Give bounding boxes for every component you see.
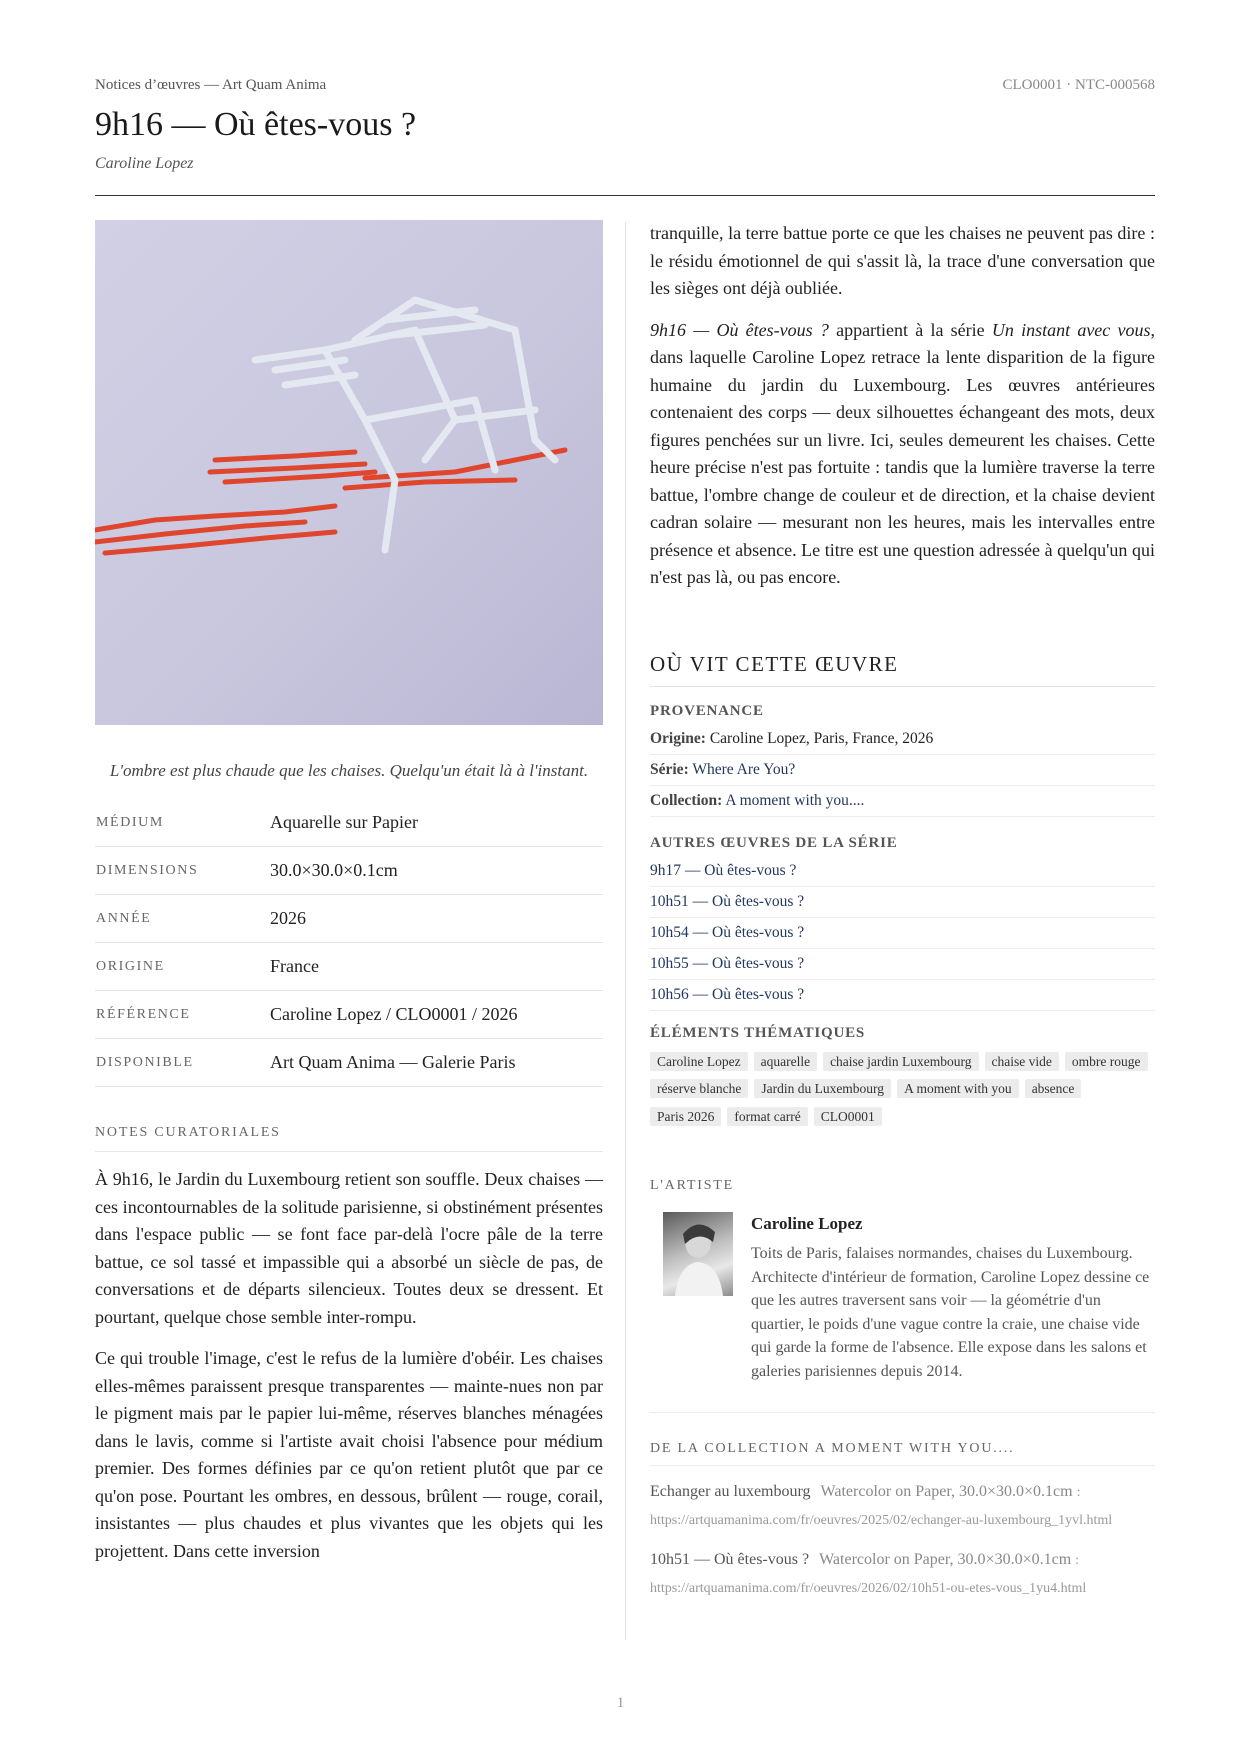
collection-item-detail: Watercolor on Paper, 30.0×30.0×0.1cm [819, 1551, 1072, 1568]
tag[interactable]: réserve blanche [650, 1079, 748, 1098]
series-works-label: AUTRES ŒUVRES DE LA SÉRIE [650, 834, 898, 851]
serie-link[interactable]: Where Are You? [692, 760, 796, 778]
shadow-stroke [210, 464, 365, 472]
header-bar [95, 77, 1155, 94]
meta-label: ORIGINE [95, 943, 269, 991]
tag-list [650, 1048, 1155, 1131]
collection-item-title: 10h51 — Où êtes-vous ? [650, 1551, 810, 1568]
artist-subtitle: Caroline Lopez [95, 155, 194, 172]
meta-row [95, 895, 603, 943]
meta-row [95, 991, 603, 1039]
painting-illustration [95, 220, 603, 725]
curatorial-notes-label: NOTES CURATORIALES [95, 1125, 603, 1152]
series-work-link[interactable]: 9h17 — Où êtes-vous ? [650, 856, 1155, 887]
artwork-image[interactable] [95, 220, 603, 725]
chair-stroke [355, 300, 555, 460]
provenance-origin [650, 724, 1155, 755]
tag[interactable]: ombre rouge [1065, 1052, 1148, 1071]
artist-section-label: L'ARTISTE [650, 1178, 734, 1193]
collection-link[interactable]: A moment with you.... [725, 791, 865, 809]
collection-item-url[interactable]: : https://artquamanima.com/fr/oeuvres/2025/02/echanger-au-luxembourg_1yvl.html [650, 1485, 1113, 1528]
artist-card [650, 1212, 1155, 1413]
paragraph-text: , dans laquelle Caroline Lopez retrace la lente disparition de la figure humaine du jardin du Luxembourg. Les œuvres antérieures contenaient des corps — deux silhouettes échangeant des mots, deux figures penchées sur un livre. Ici, seules demeurent les chaises. Cette heure précise n'est pas fortuite : tandis que la lumière traverse la terre battue, l'ombre change de couleur et de direction, et la chaise devient cadran solaire — mesurant non les heures, mais les intervalles entre présence et absence. Le titre est une question adressée à quelqu'un qui n'est pas là, ou pas encore. [650, 319, 1155, 587]
provenance-label: PROVENANCE [650, 702, 764, 719]
series-work-link[interactable]: 10h56 — Où êtes-vous ? [650, 980, 1155, 1011]
field-label: Série: [650, 760, 689, 778]
curatorial-paragraph: Ce qui trouble l'image, c'est le refus de la lumière d'obéir. Les chaises elles-mêmes paraissent presque transparentes — mainte-nues non par le pigment mais par le papier lui-même, réserves blanches ménagées dans le lavis, comme si l'artiste avait choisi l'absence pour médium premier. Des formes définies par ce qu'on retient plutôt que par ce qu'on pose. Pourtant les ombres, en dessous, brûlent — rouge, corail, insistantes — plus chaudes et plus vivantes que les objets qui les projettent. Dans cette inversion [95, 1348, 603, 1561]
field-value: Caroline Lopez, Paris, France, 2026 [709, 729, 934, 747]
tag[interactable]: chaise jardin Luxembourg [823, 1052, 978, 1071]
artwork-title-ref: 9h16 — Où êtes-vous ? [650, 319, 829, 340]
page-number: 1 [616, 1695, 625, 1711]
shadow-stroke [95, 506, 335, 530]
meta-value: 30.0×30.0×0.1cm [269, 847, 603, 895]
paragraph-text: appartient à la série [828, 319, 992, 340]
tag[interactable]: A moment with you [897, 1079, 1019, 1098]
tag[interactable]: Paris 2026 [650, 1107, 721, 1126]
right-column [650, 220, 1155, 1602]
left-column [95, 220, 603, 1565]
column-divider [625, 222, 626, 1640]
collection-item-url[interactable]: : https://artquamanima.com/fr/oeuvres/2026/02/10h51-ou-etes-vous_1yu4.html [650, 1553, 1087, 1596]
curatorial-paragraph: À 9h16, le Jardin du Luxembourg retient son souffle. Deux chaises — ces incontournables de la solitude parisienne, si obstinément présentes dans l'espace public — se font face par-delà l'ocre pâle de la terre battue, ce sol tassé et impassible qui a absorbé un siècle de pas, de conversations et de départs silencieux. Toutes deux se dressent. Et pourtant, quelque chose semble inter-rompu. [95, 1169, 603, 1327]
meta-value: France [269, 943, 603, 991]
tag[interactable]: aquarelle [754, 1052, 817, 1071]
chair-stroke [455, 410, 535, 420]
where-heading: OÙ VIT CETTE ŒUVRE [650, 652, 1155, 687]
tag[interactable]: CLO0001 [814, 1107, 882, 1126]
artwork-caption: L'ombre est plus chaude que les chaises. Quelqu'un était là à l'instant. [109, 761, 589, 780]
meta-row [95, 943, 603, 991]
meta-value: Caroline Lopez / CLO0001 / 2026 [269, 991, 603, 1039]
collection-section-label: DE LA COLLECTION A MOMENT WITH YOU.... [650, 1441, 1155, 1466]
field-label: Collection: [650, 791, 723, 809]
shadow-stroke [345, 480, 515, 488]
collection-item[interactable] [650, 1546, 1155, 1602]
meta-label: DIMENSIONS [95, 847, 269, 895]
page-title: 9h16 — Où êtes-vous ? [95, 106, 417, 143]
tag[interactable]: Jardin du Luxembourg [754, 1079, 891, 1098]
meta-label: MÉDIUM [95, 799, 269, 847]
collection-item[interactable] [650, 1478, 1155, 1534]
tag[interactable]: absence [1025, 1079, 1082, 1098]
portrait-illustration [663, 1212, 733, 1296]
site-name: Notices d’œuvres — Art Quam Anima [95, 77, 327, 93]
curatorial-paragraph: tranquille, la terre battue porte ce que les chaises ne peuvent pas dire : le résidu émotionnel de qui s'assit là, la trace d'une conversation que les sièges ont déjà oubliée. [650, 223, 1155, 298]
meta-row [95, 799, 603, 847]
tag[interactable]: chaise vide [985, 1052, 1059, 1071]
provenance-serie [650, 755, 1155, 786]
meta-value: Art Quam Anima — Galerie Paris [269, 1039, 603, 1087]
notice-reference: CLO0001 · NTC-000568 [1002, 77, 1155, 93]
series-title-ref: Un instant avec vous [991, 319, 1151, 340]
artist-name: Caroline Lopez [751, 1214, 863, 1233]
series-work-link[interactable]: 10h55 — Où êtes-vous ? [650, 949, 1155, 980]
tag[interactable]: Caroline Lopez [650, 1052, 748, 1071]
tag[interactable]: format carré [727, 1107, 807, 1126]
chair-stroke [325, 330, 455, 460]
artwork-metadata-table [95, 799, 603, 1087]
artist-bio: Toits de Paris, falaises normandes, chaises du Luxembourg. Architecte d'intérieur de formation, Caroline Lopez dessine ce que les autres traversent sans voir — la géométrie d'un quartier, le poids d'une vague contre la craie, une chaise vide qui garde la forme de l'absence. Elle expose dans les salons et galeries parisiennes depuis 2014. [751, 1245, 1150, 1380]
shadow-stroke [215, 452, 355, 460]
avatar [663, 1212, 733, 1296]
meta-label: DISPONIBLE [95, 1039, 269, 1087]
meta-label: ANNÉE [95, 895, 269, 943]
collection-item-title: Echanger au luxembourg [650, 1483, 811, 1500]
themes-label: ÉLÉMENTS THÉMATIQUES [650, 1024, 866, 1041]
series-work-link[interactable]: 10h51 — Où êtes-vous ? [650, 887, 1155, 918]
notice-page [95, 0, 1155, 1754]
meta-value: 2026 [269, 895, 603, 943]
shadow-stroke [225, 472, 375, 482]
meta-row [95, 847, 603, 895]
meta-label: RÉFÉRENCE [95, 991, 269, 1039]
meta-row [95, 1039, 603, 1087]
series-work-link[interactable]: 10h54 — Où êtes-vous ? [650, 918, 1155, 949]
curatorial-paragraph [650, 317, 1155, 592]
meta-value: Aquarelle sur Papier [269, 799, 603, 847]
collection-item-detail: Watercolor on Paper, 30.0×30.0×0.1cm [820, 1483, 1073, 1500]
provenance-collection [650, 786, 1155, 817]
field-label: Origine: [650, 729, 706, 747]
header-rule [95, 195, 1155, 196]
